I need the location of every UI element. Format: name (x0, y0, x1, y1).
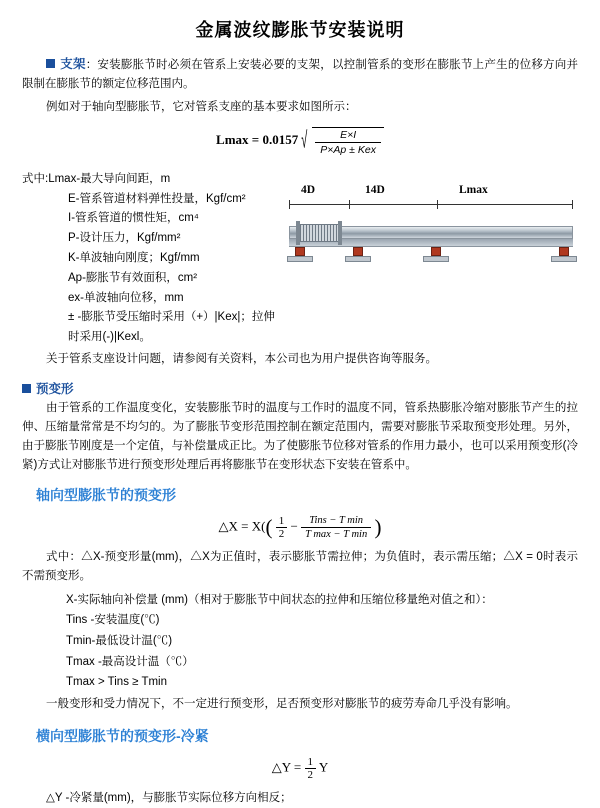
blue-square-icon (22, 384, 31, 393)
lateral-formula-body (272, 756, 328, 781)
paren-close: ) (374, 514, 382, 539)
axial-formula-lhs: △X = X( (218, 518, 266, 534)
axial-predeform-heading: 轴向型膨胀节的预变形 (36, 486, 176, 503)
axial-where-intro: 式中：△X-预变形量(mm)，△X为正值时，表示膨胀节需拉伸；为负值时，表示需压缩；△X = 0时表示不需预变形。 (22, 550, 578, 582)
pipe-assembly (277, 206, 577, 270)
lmax-denominator: P×Ap ± Kex (320, 143, 376, 156)
bellows-flange-left (296, 221, 300, 245)
predeform-paragraph: 由于管系的工作温度变化，安装膨胀节时的温度与工作时的温度不同，管系热膨胀冷缩对膨胀节产生的拉伸、压缩量常常是不均匀的。为了膨胀节变形范围控制在额定范围内，需要对膨胀节采取预变形处理。另外，由于膨胀节刚度是一个定值，与补偿量成正比。为了使膨胀节位移对管系的作用力最小，也可以采用预变形(冷紧)方式让对膨胀节进行预变形处理后再将膨胀节在变形状态下安装在管系中。 (22, 401, 578, 471)
legend-item: P-设计压力，Kgf/mm² (68, 232, 181, 245)
predeform-heading-text: 预变形 (36, 381, 74, 396)
expansion-joint-diagram (277, 164, 578, 294)
half-numerator: 1 (276, 515, 288, 528)
axial-formula-minus: − (290, 518, 298, 534)
axial-where-item: Tins -安装温度(℃) (66, 614, 160, 627)
half-numerator: 1 (305, 756, 317, 769)
legend-item: K-单波轴向刚度；Kgf/mm (68, 251, 200, 264)
blue-square-icon (46, 59, 55, 68)
lmax-numerator: √ E×I (315, 129, 381, 143)
one-half-fraction (305, 756, 317, 781)
axial-where-item: X-实际轴向补偿量 (mm)（相对于膨胀节中间状态的拉伸和压缩位移量绝对值之和）： (66, 593, 493, 606)
lmax-formula-sqrt (301, 127, 384, 156)
legend-item: ± -膨胀节受压缩时采用（+）|Kex|；拉伸时采用(-)|Kexl。 (68, 311, 275, 344)
legend-item: 式中:Lmax-最大导向间距，m (22, 172, 171, 185)
support-anchor (345, 247, 371, 263)
page-title: 金属波纹膨胀节安装说明 (195, 20, 405, 41)
axial-where-item: Tmin-最低设计温(℃) (66, 634, 173, 647)
support-paragraph1: 安装膨胀节时必须在管系上安装必要的支架，以控制管系的变形在膨胀节上产生的位移方向并限制在膨胀节的额定位移范围内。 (22, 59, 578, 90)
axial-predeform-formula (22, 515, 578, 540)
half-denominator: 2 (307, 769, 314, 782)
half-denominator: 2 (278, 527, 285, 540)
temp-denominator: T max − T min (305, 528, 368, 540)
dimension-label-4d: 4D (301, 183, 316, 196)
lmax-legend-list (22, 170, 277, 348)
legend-item: Ap-膨胀节有效面积，cm² (68, 271, 198, 284)
support-anchor (423, 247, 449, 263)
diagram-canvas (277, 184, 577, 294)
predeform-section-heading (22, 379, 578, 397)
dimension-line (437, 204, 573, 205)
lateral-formula-lhs: △Y = (271, 759, 302, 775)
legend-item: E-管系管道材料弹性投量，Kgf/cm² (68, 192, 246, 205)
support-section-heading: 支架 (60, 57, 86, 71)
temp-numerator: Tins − T min (301, 515, 371, 528)
lmax-formula (22, 127, 578, 156)
diagram-dimension-labels (277, 184, 577, 204)
bellows-flange-right (338, 221, 342, 245)
dimension-label-lmax: Lmax (459, 183, 488, 196)
bellows-icon (299, 224, 339, 242)
support-closing-paragraph: 关于管系支座设计问题，请参阅有关资料，本公司也为用户提供咨询等服务。 (46, 352, 437, 365)
support-anchor (551, 247, 577, 263)
one-half-fraction (276, 515, 288, 540)
axial-formula-body (219, 515, 382, 540)
axial-where-item: Tmax -最高设计温（℃） (66, 655, 194, 668)
lateral-formula-rhs: Y (318, 759, 329, 775)
support-anchor (287, 247, 313, 263)
support-paragraph2: 例如对于轴向型膨胀节，它对管系支座的基本要求如图所示： (46, 100, 357, 113)
support-intro-paragraph: 支架：安装膨胀节时必须在管系上安装必要的支架，以控制管系的变形在膨胀节上产生的位移方向并限制在膨胀节的额定位移范围内。 (22, 57, 578, 90)
dimension-line (289, 204, 349, 205)
lateral-predeform-formula (22, 756, 578, 781)
lateral-where-line: △Y -冷紧量(mm)，与膨胀节实际位移方向相反； (46, 792, 292, 805)
legend-diagram-row (22, 164, 578, 348)
dimension-line (349, 204, 437, 205)
legend-item: ex-单波轴向位移，mm (68, 291, 184, 304)
temperature-fraction (301, 515, 371, 540)
axial-where-item: Tmax > Tins ≥ Tmin (66, 676, 167, 689)
axial-note: 一般变形和受力情况下，不一定进行预变形，足否预变形对膨胀节的疲劳寿命几乎没有影响。 (46, 698, 518, 711)
lmax-formula-fraction (315, 129, 381, 156)
dimension-label-14d: 14D (365, 183, 385, 196)
lateral-predeform-heading: 横向型膨胀节的预变形-冷紧 (36, 728, 209, 745)
lmax-formula-lhs: Lmax = 0.0157 (216, 132, 299, 148)
legend-item: I-管系管道的惯性矩，cm⁴ (68, 212, 199, 225)
paren-open: ( (265, 514, 273, 539)
